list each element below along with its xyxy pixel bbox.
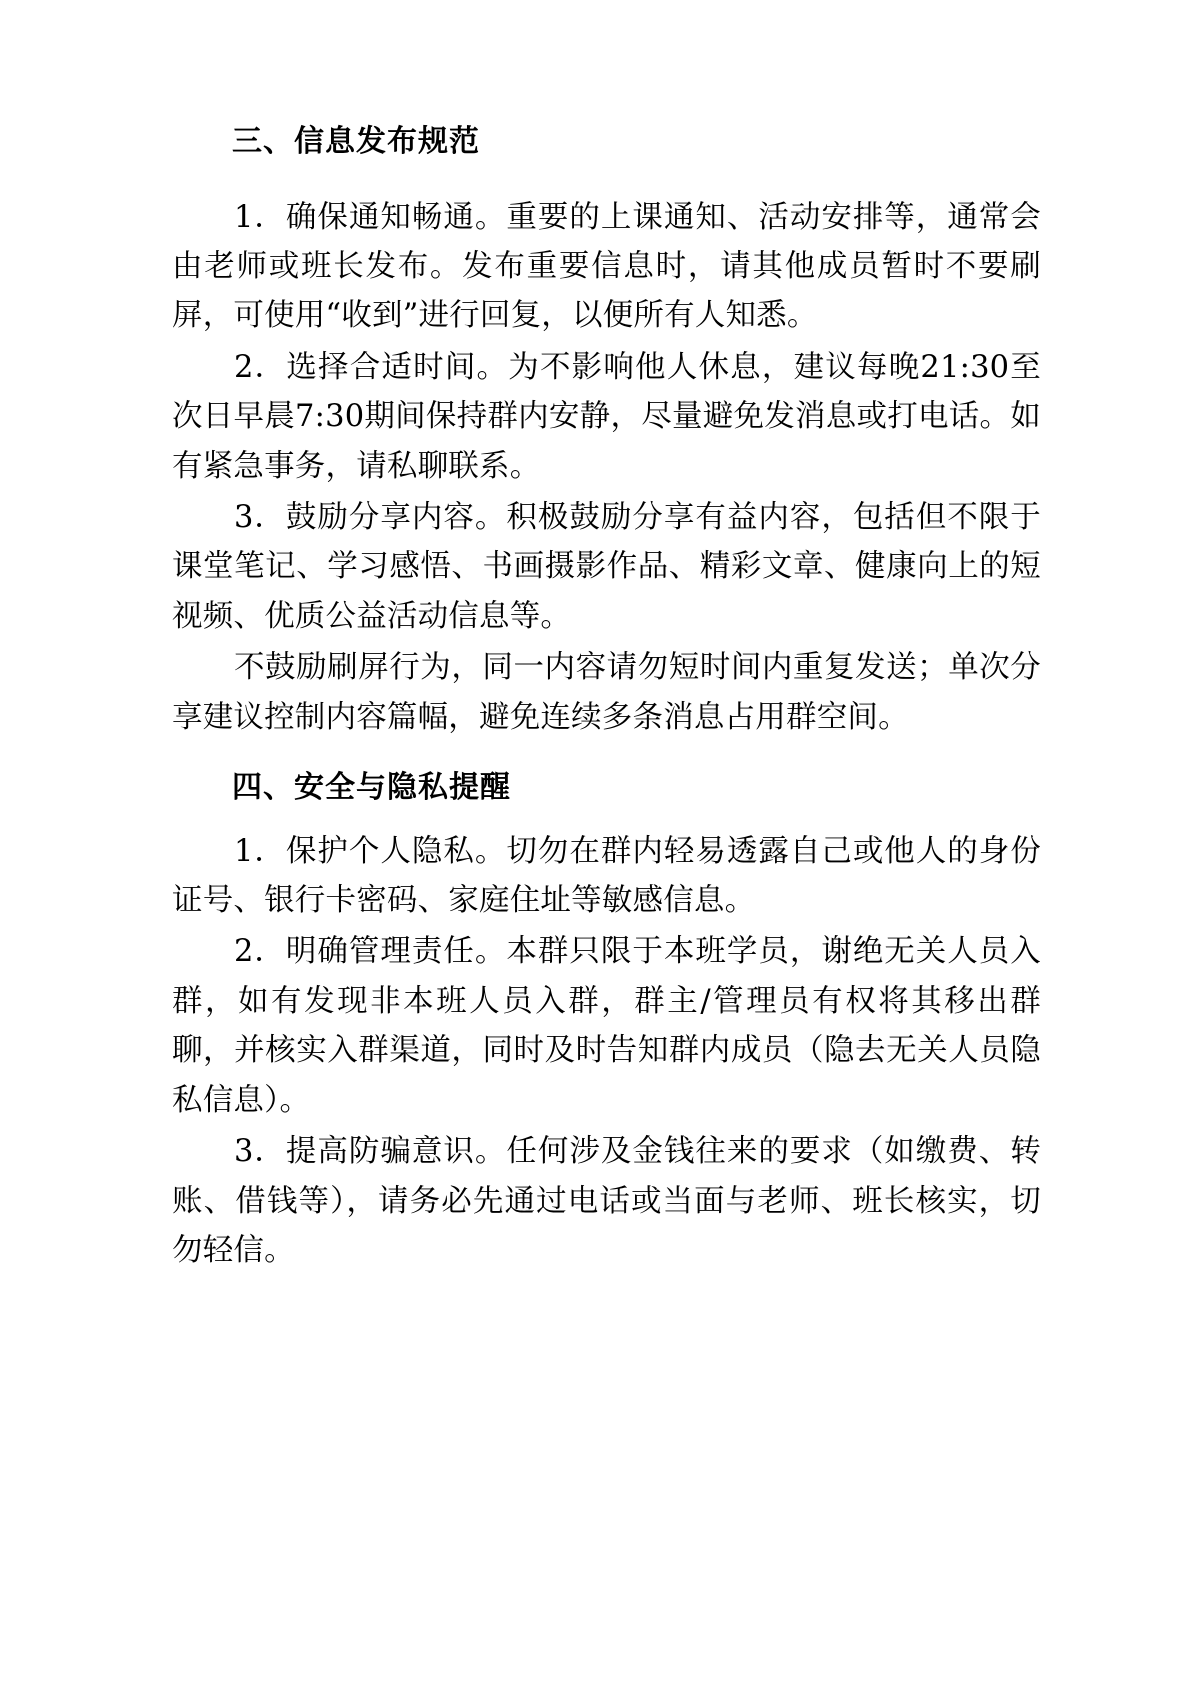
paragraph: 3．提高防骗意识。任何涉及金钱往来的要求（如缴费、转账、借钱等），请务必先通过电话或当面与老师、班长核实，切勿轻信。 <box>172 1134 1041 1268</box>
section-heading-info-release: 三、信息发布规范 <box>232 124 480 159</box>
paragraph: 3．鼓励分享内容。积极鼓励分享有益内容，包括但不限于课堂笔记、学习感悟、书画摄影作品、精彩文章、健康向上的短视频、优质公益活动信息等。 <box>172 500 1041 634</box>
document-body <box>172 118 1041 1275</box>
paragraph: 1．确保通知畅通。重要的上课通知、活动安排等，通常会由老师或班长发布。发布重要信息时，请其他成员暂时不要刷屏，可使用“收到”进行回复，以便所有人知悉。 <box>172 199 1041 334</box>
paragraph: 不鼓励刷屏行为，同一内容请勿短时间内重复发送；单次分享建议控制内容篇幅，避免连续多条消息占用群空间。 <box>172 650 1041 735</box>
paragraph: 1．保护个人隐私。切勿在群内轻易透露自己或他人的身份证号、银行卡密码、家庭住址等敏感信息。 <box>172 833 1041 919</box>
paragraph: 2．选择合适时间。为不影响他人休息，建议每晚21:30至次日早晨7:30期间保持群内安静，尽量避免发消息或打电话。如有紧急事务，请私聊联系。 <box>172 349 1041 484</box>
section-heading-security-privacy: 四、安全与隐私提醒 <box>232 770 511 806</box>
paragraph: 2．明确管理责任。本群只限于本班学员，谢绝无关人员入群，如有发现非本班人员入群，群主/管理员有权将其移出群聊，并核实入群渠道，同时及时告知群内成员（隐去无关人员隐私信息）。 <box>172 934 1041 1118</box>
